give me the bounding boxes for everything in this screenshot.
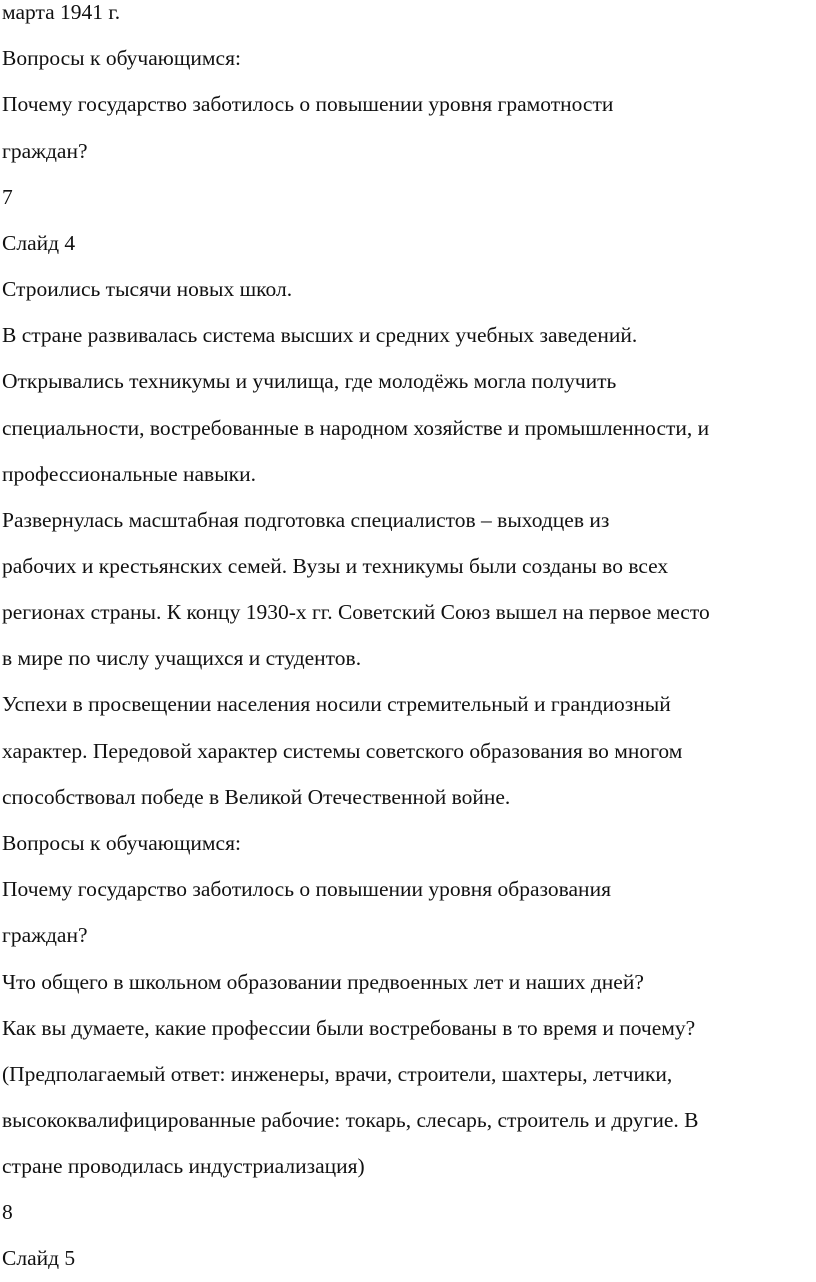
text-line: в мире по числу учащихся и студентов. — [2, 646, 362, 670]
text-line: регионах страны. К концу 1930-х гг. Советский Союз вышел на первое место — [2, 600, 710, 624]
page-number: 7 — [2, 185, 13, 209]
question-education-cont: граждан? — [2, 923, 88, 947]
question-education: Почему государство заботилось о повышении уровня образования — [2, 877, 611, 901]
text-line: специальности, востребованные в народном хозяйстве и промышленности, и — [2, 416, 710, 440]
question-literacy-cont: граждан? — [2, 139, 88, 163]
question-common: Что общего в школьном образовании предвоенных лет и наших дней? — [2, 970, 644, 994]
text-line: профессиональные навыки. — [2, 462, 256, 486]
text-line-date: марта 1941 г. — [2, 0, 121, 24]
question-professions: Как вы думаете, какие профессии были востребованы в то время и почему? — [2, 1016, 696, 1040]
expected-answer: (Предполагаемый ответ: инженеры, врачи, строители, шахтеры, летчики, — [2, 1062, 673, 1086]
text-line: Открывались техникумы и училища, где молодёжь могла получить — [2, 369, 617, 393]
page-number: 8 — [2, 1200, 13, 1224]
slide-label: Слайд 5 — [2, 1246, 76, 1270]
expected-answer-end: стране проводилась индустриализация) — [2, 1154, 365, 1178]
text-line: В стране развивалась система высших и средних учебных заведений. — [2, 323, 638, 347]
text-line: способствовал победе в Великой Отечественной войне. — [2, 785, 511, 809]
expected-answer-cont: высококвалифицированные рабочие: токарь, слесарь, строитель и другие. В — [2, 1108, 699, 1132]
text-line: Успехи в просвещении населения носили стремительный и грандиозный — [2, 692, 671, 716]
text-line: характер. Передовой характер системы советского образования во многом — [2, 739, 683, 763]
text-line: Развернулась масштабная подготовка специалистов – выходцев из — [2, 508, 610, 532]
text-line: Строились тысячи новых школ. — [2, 277, 293, 301]
questions-heading: Вопросы к обучающимся: — [2, 46, 241, 70]
text-line: рабочих и крестьянских семей. Вузы и техникумы были созданы во всех — [2, 554, 669, 578]
slide-label: Слайд 4 — [2, 231, 76, 255]
questions-heading: Вопросы к обучающимся: — [2, 831, 241, 855]
question-literacy: Почему государство заботилось о повышении уровня грамотности — [2, 92, 614, 116]
